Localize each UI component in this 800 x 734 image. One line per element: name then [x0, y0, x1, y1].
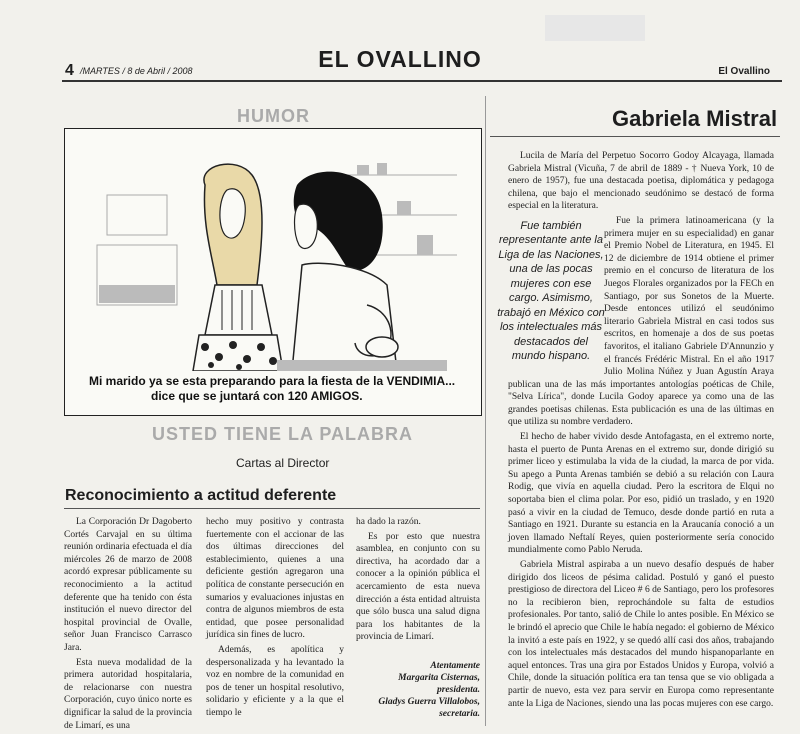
cartoon-drawing	[87, 135, 457, 371]
cartoon-caption-line2: dice que se juntará con 120 AMIGOS.	[151, 389, 363, 403]
header-rule	[62, 80, 782, 82]
article-paragraph: El hecho de haber vivido desde Antofagasta, en el extremo norte, hasta el puerto de Punta Arenas en el extremo sur, donde dirigió su primer liceo y estimulaba la vida de la ciudad, la marca de por vida. Su apego a Punta Arenas también se debió a su relación con Laura Rodig, que vivía en aquella ciudad. Pero la escritora de Elqui no soportaba bien el clima polar. Por eso, pidió un traslado, y en 1920 pasó a vivir en la ciudad de Temuco, desde donde partió en ruta a Santiago en 1921. Durante su estancia en la Araucanía conoció a un joven llamado Neftalí Reyes, quien posteriormente sería conocido mundialmente como Pablo Neruda.	[508, 432, 774, 556]
letter-column-1	[64, 516, 192, 734]
article-title-rule	[490, 136, 780, 137]
article-body	[508, 150, 774, 712]
letters-subsection: Cartas al Director	[236, 456, 330, 470]
letter-title: Reconocimiento a actitud deferente	[65, 487, 337, 504]
letter-paragraph: Esta nueva modalidad de la primera autoridad hospitalaria, de relacionarse con nuestra Corporación, cuyo único norte es dignificar la salud de la provincia de Limarí, es una	[64, 657, 192, 731]
humor-section-label: HUMOR	[237, 106, 310, 126]
cartoon-caption	[89, 374, 469, 404]
letters-section-label: USTED TIENE LA PALABRA	[152, 424, 414, 444]
letter-title-rule	[64, 508, 480, 509]
article-title: Gabriela Mistral	[612, 106, 778, 131]
signature-line: Margarita Cisternas,	[398, 673, 480, 683]
article-paragraph	[508, 215, 774, 429]
newspaper-title: EL OVALLINO	[318, 46, 482, 72]
cartoon-caption-line1: Mi marido ya se esta preparando para la fiesta de la VENDIMIA...	[89, 374, 456, 388]
newspaper-title-right: El Ovallino	[718, 66, 770, 77]
signature-line: secretaria.	[439, 709, 480, 719]
signature-line: Atentamente	[430, 661, 480, 671]
letter-signature	[356, 660, 480, 720]
pull-quote: Fue también representante ante la Liga de las Naciones, una de las pocas mujeres con ese cargo. Asimismo, trabajó en México con los intelectuales más destacados del mundo hispano.	[497, 219, 605, 363]
pull-quote-spacer	[496, 215, 598, 370]
article-paragraph: Gabriela Mistral aspiraba a un nuevo desafío después de haber dirigido dos liceos de pésima calidad. Postuló y ganó el puesto prestigioso de directora del Liceo # 6 de Santiago, pero los profesores no la recibieron bien, reprochándole su falta de estudios profesionales. Por tanto, salió de Chile lo antes posible. En México se le brindó el aprecio que Chile le había negado: el gobierno de México la invitó a este país en 1922, y se quedó allí casi dos años, trabajando con los intelectuales más destacados del mundo hispanoparlante en aquel entonces. Tras una gira por Estados Unidos y Europa, volvió a Chile, donde la situación política era tan tensa que se vio obligada a partir de nuevo, esta vez para servir en Europa como representante ante la Liga de Naciones, siendo una las pocas mujeres con ese cargo.	[508, 560, 774, 709]
letter-paragraph: ha dado la razón.	[356, 517, 421, 527]
letter-paragraph: Es por esto que nuestra asamblea, en conjunto con su directiva, ha acordado dar a conocer a la opinión pública el acercamiento de esta nueva dirección a ésta entidad altruista que sólo busca una salud digna para los habitantes de la provincia de Limarí.	[356, 531, 480, 643]
column-rule	[485, 96, 486, 726]
letter-paragraph: hecho muy positivo y contrasta fuertemente con el accionar de las dos últimas direcciones del establecimiento, quienes a una deficiente gestión agregaron una política de constante persecución en sumarios y evaluaciones injustas en contra de algunos miembros de esta entidad, que posee personalidad jurídica sin fines de lucro.	[206, 517, 344, 641]
issue-date: /MARTES / 8 de Abril / 2008	[80, 66, 193, 76]
signature-line: Gladys Guerra Villalobos,	[378, 697, 480, 707]
page-number: 4	[65, 62, 74, 79]
letter-paragraph: La Corporación Dr Dagoberto Cortés Carvajal en su última reunión ordinaria efectuada el día miércoles 26 de marzo de 2008 acordó expresar públicamente su reconocimiento a la actitud deferente que ha tenido con ésta institución el nuevo director del hospital provincial de Ovalle, señor Juan Francisco Carrasco Jara.	[64, 517, 192, 653]
letter-column-2	[206, 516, 344, 722]
letter-column-3	[356, 516, 480, 646]
article-paragraph: Lucila de María del Perpetuo Socorro Godoy Alcayaga, llamada Gabriela Mistral (Vicuña, 7 de abril de 1889 - † Nueva York, 10 de enero de 1957), fue una destacada poetisa, diplomática y pedagoga chilena, que bajo el mencionado seudónimo se destacó de forma especial en la literatura.	[508, 151, 774, 212]
blank-box	[545, 15, 645, 41]
article-paragraph-text: Fue la primera latinoamericana (y la primera mujer en su especialidad) en ganar el Premio Nobel de Literatura, en 1945. El 12 de diciembre de 1914 obtiene el primer premio en el concurso de literatura de los Juegos Florales organizados por la FECh en Santiago, por sus Sonetos de la Muerte. Desde entonces utilizó el seudónimo literario Gabriela Mistral en casi todos sus escritos, en homenaje a dos de sus poetas favoritos, el italiano Gabriele D'Annunzio y el francés Frédéric Mistral. En el año 1917 Julio Molina Núñez y Juan Agustín Araya publican una de las más importantes antologías poéticas de Chile, "Selva Lírica", donde Lucila Godoy aparece ya como una de las grandes poetisas chilenas. Esta publicación es una de las últimas en que utiliza su nombre verdadero.	[508, 215, 774, 428]
letter-paragraph: Además, es apolítica y despersonalizada y ha levantado la voz en nombre de la comunidad en pos de tener un hospital resolutivo, solidario y eficiente y a la que el tiempo le	[206, 644, 344, 718]
signature-line: presidenta.	[436, 685, 480, 695]
humor-cartoon-box	[64, 128, 482, 416]
